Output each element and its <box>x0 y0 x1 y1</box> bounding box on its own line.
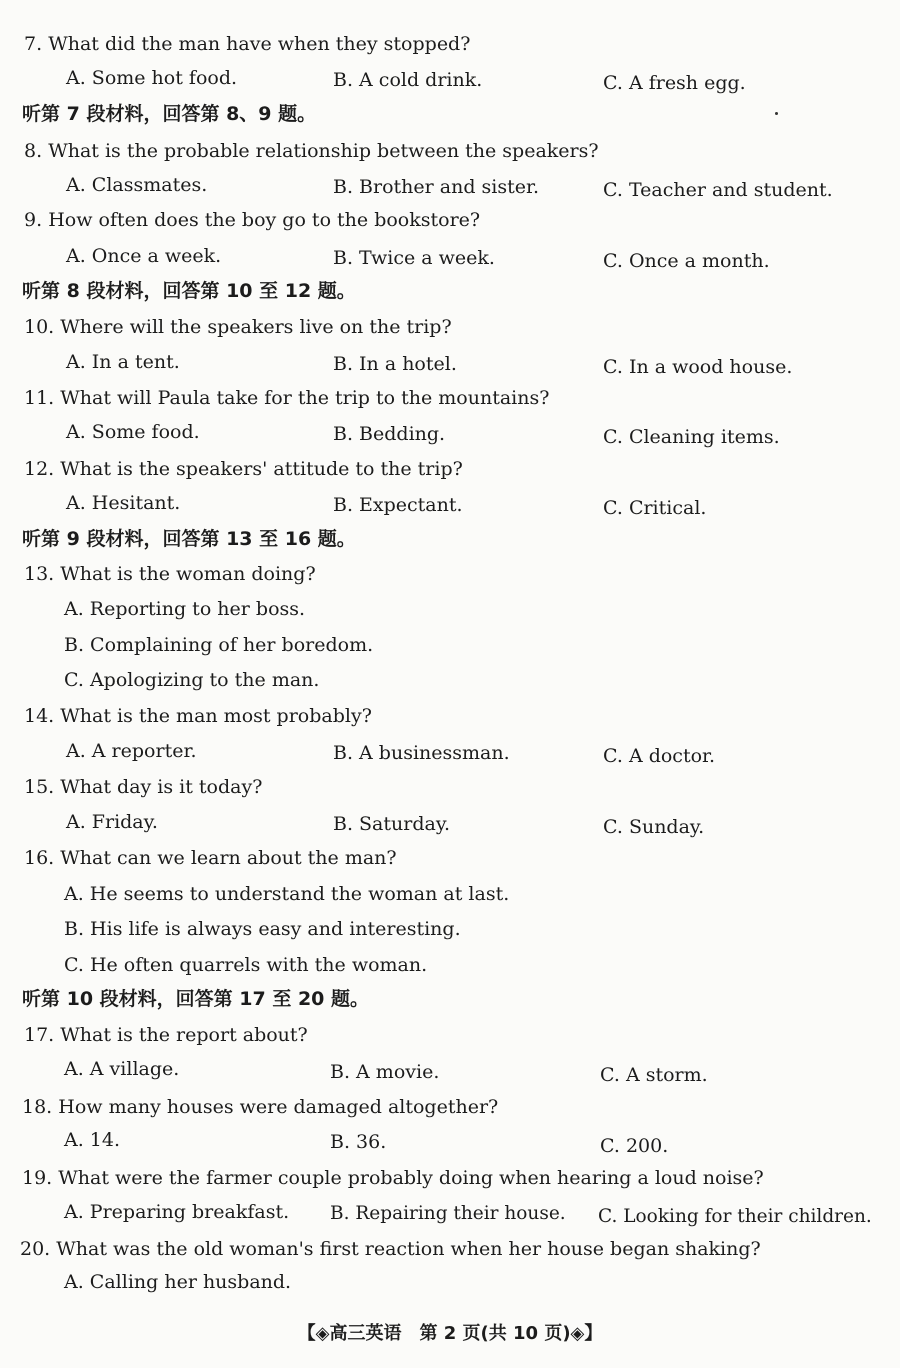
q14-option-a: A. A reporter. <box>66 740 197 762</box>
section-heading-9: 听第 9 段材料，回答第 13 至 16 题。 <box>22 528 356 550</box>
q16-option-b: B. His life is always easy and interesting. <box>64 918 461 940</box>
question-13: 13. What is the woman doing? <box>24 563 316 585</box>
q15-option-b: B. Saturday. <box>333 813 451 835</box>
section-heading-8: 听第 8 段材料，回答第 10 至 12 题。 <box>22 280 356 302</box>
q20-option-a: A. Calling her husband. <box>64 1271 292 1293</box>
q8-option-b: B. Brother and sister. <box>333 176 540 198</box>
question-7: 7. What did the man have when they stopped? <box>24 33 471 55</box>
q10-option-a: A. In a tent. <box>66 351 180 373</box>
question-19: 19. What were the farmer couple probably doing when hearing a loud noise? <box>22 1167 764 1189</box>
q18-option-b: B. 36. <box>330 1131 387 1153</box>
question-8: 8. What is the probable relationship between the speakers? <box>24 140 599 162</box>
q17-option-c: C. A storm. <box>600 1064 708 1086</box>
q10-option-c: C. In a wood house. <box>603 356 793 378</box>
q19-option-b: B. Repairing their house. <box>330 1203 566 1224</box>
question-20: 20. What was the old woman's first reaction when her house began shaking? <box>20 1238 761 1260</box>
q11-option-a: A. Some food. <box>66 421 200 443</box>
q11-option-b: B. Bedding. <box>333 423 446 445</box>
scan-speck <box>775 112 778 115</box>
q16-option-c: C. He often quarrels with the woman. <box>64 954 428 976</box>
q11-option-c: C. Cleaning items. <box>603 426 780 448</box>
q16-option-a: A. He seems to understand the woman at last. <box>64 883 510 905</box>
q19-option-c: C. Looking for their children. <box>598 1206 872 1227</box>
q9-option-a: A. Once a week. <box>66 245 222 267</box>
q12-option-a: A. Hesitant. <box>66 492 181 514</box>
q14-option-c: C. A doctor. <box>603 745 716 767</box>
question-11: 11. What will Paula take for the trip to the mountains? <box>24 387 550 409</box>
q18-option-a: A. 14. <box>64 1129 121 1151</box>
q10-option-b: B. In a hotel. <box>333 353 457 375</box>
question-16: 16. What can we learn about the man? <box>24 847 397 869</box>
q9-option-c: C. Once a month. <box>603 250 770 272</box>
q13-option-a: A. Reporting to her boss. <box>64 598 306 620</box>
q13-option-c: C. Apologizing to the man. <box>64 669 320 691</box>
question-9: 9. How often does the boy go to the bookstore? <box>24 209 481 231</box>
q7-option-b: B. A cold drink. <box>333 69 483 91</box>
q8-option-c: C. Teacher and student. <box>603 179 833 201</box>
page-footer: 【◈高三英语 第 2 页(共 10 页)◈】 <box>297 1323 603 1344</box>
q7-option-a: A. Some hot food. <box>66 67 238 89</box>
q17-option-a: A. A village. <box>64 1058 180 1080</box>
q7-option-c: C. A fresh egg. <box>603 72 746 94</box>
q17-option-b: B. A movie. <box>330 1061 440 1083</box>
section-heading-10: 听第 10 段材料，回答第 17 至 20 题。 <box>22 988 370 1010</box>
question-14: 14. What is the man most probably? <box>24 705 372 727</box>
question-15: 15. What day is it today? <box>24 776 263 798</box>
question-10: 10. Where will the speakers live on the trip? <box>24 316 452 338</box>
question-17: 17. What is the report about? <box>24 1024 308 1046</box>
q15-option-a: A. Friday. <box>66 811 158 833</box>
q13-option-b: B. Complaining of her boredom. <box>64 634 374 656</box>
question-12: 12. What is the speakers' attitude to the trip? <box>24 458 463 480</box>
q8-option-a: A. Classmates. <box>66 174 208 196</box>
question-18: 18. How many houses were damaged altogether? <box>22 1096 499 1118</box>
q19-option-a: A. Preparing breakfast. <box>64 1201 290 1223</box>
section-heading-7: 听第 7 段材料，回答第 8、9 题。 <box>22 103 317 125</box>
q12-option-c: C. Critical. <box>603 497 707 519</box>
q9-option-b: B. Twice a week. <box>333 247 495 269</box>
q18-option-c: C. 200. <box>600 1135 669 1157</box>
q15-option-c: C. Sunday. <box>603 816 705 838</box>
q12-option-b: B. Expectant. <box>333 494 463 516</box>
q14-option-b: B. A businessman. <box>333 742 510 764</box>
